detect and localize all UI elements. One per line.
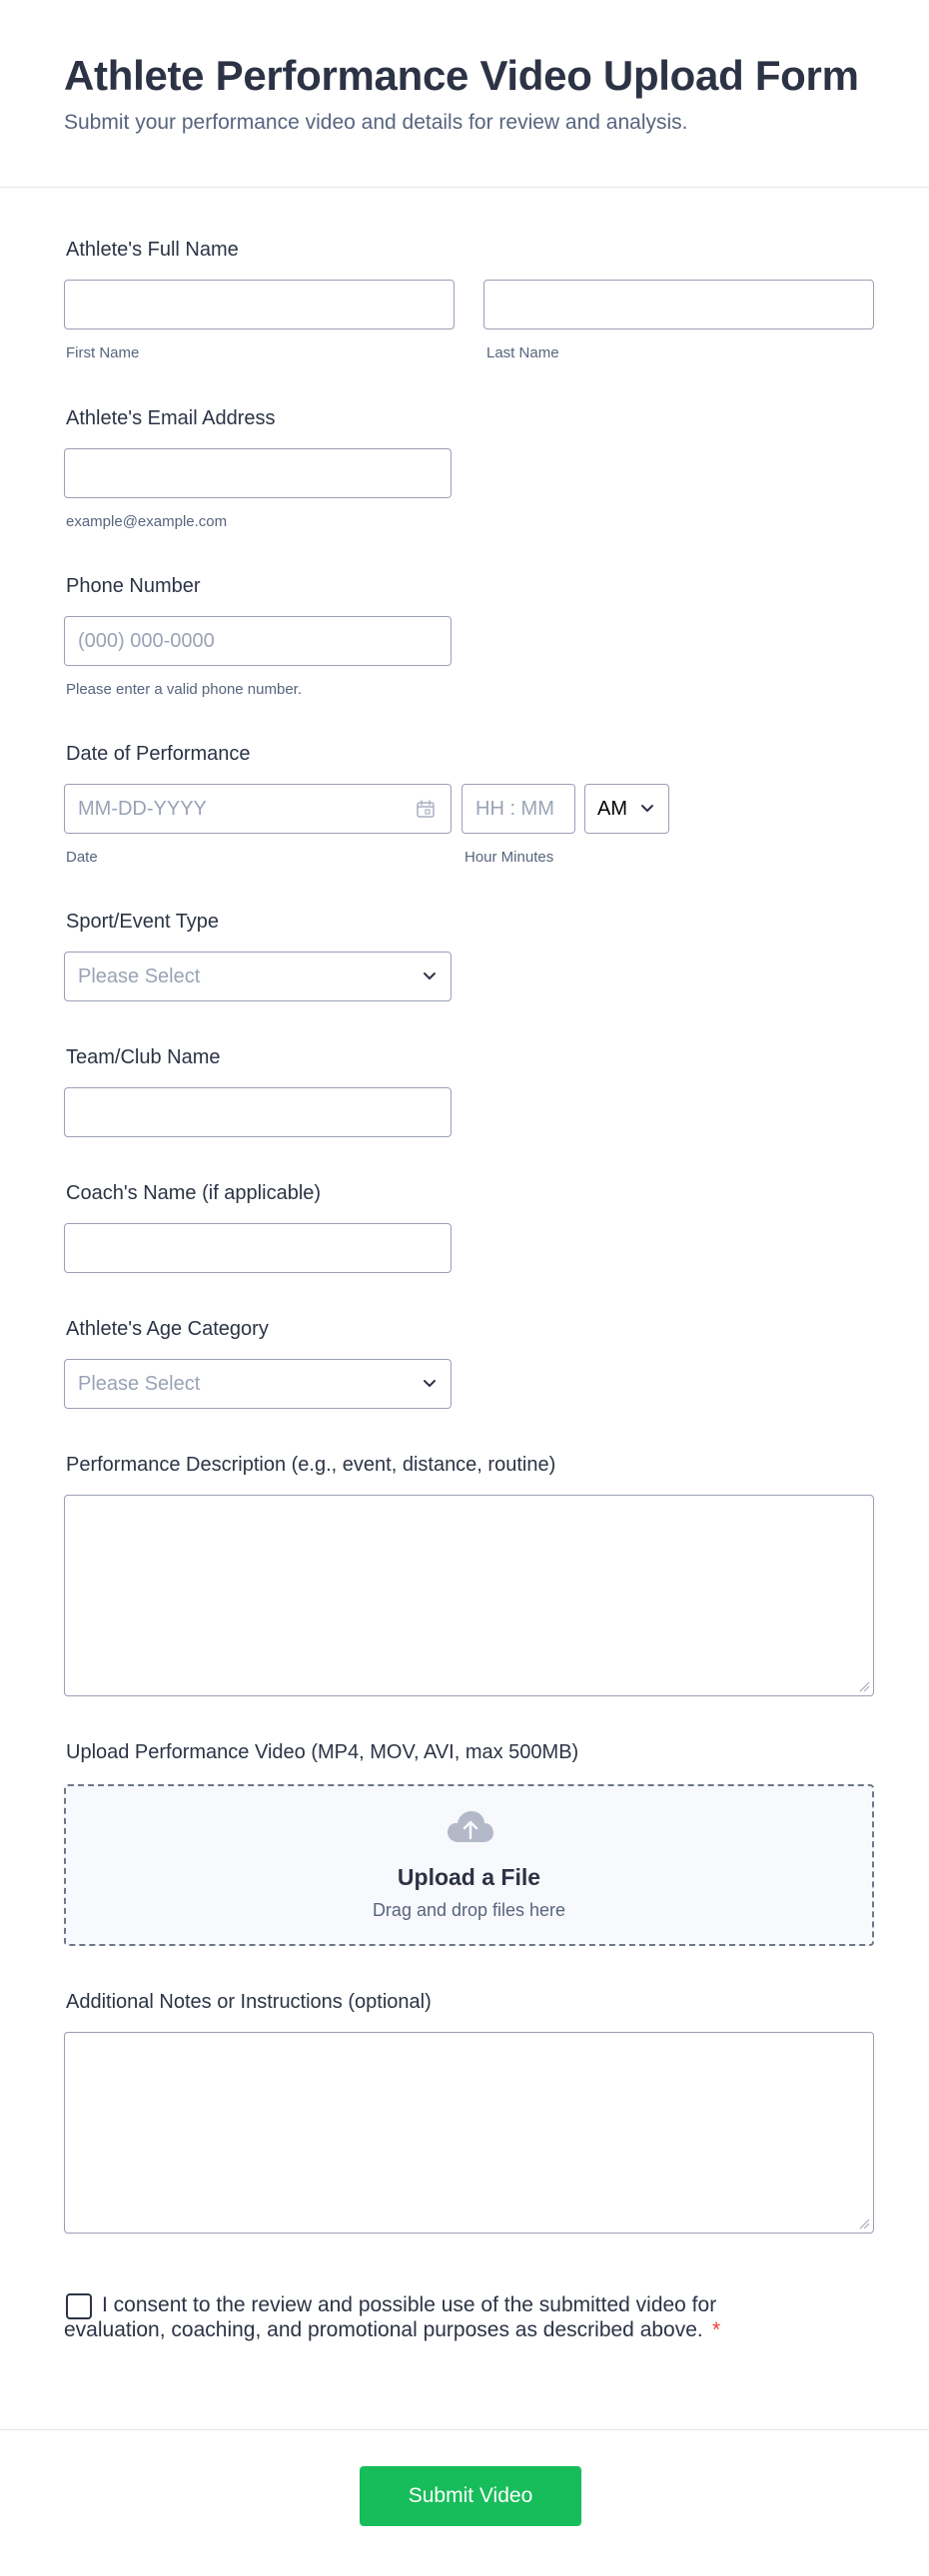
age-label: Athlete's Age Category xyxy=(66,1318,269,1340)
page-subtitle: Submit your performance video and details for review and analysis. xyxy=(64,111,688,134)
email-input[interactable] xyxy=(64,448,452,498)
upload-subtitle: Drag and drop files here xyxy=(372,1900,566,1920)
email-sublabel: example@example.com xyxy=(66,513,228,530)
time-placeholder: HH : MM xyxy=(475,798,554,820)
description-label: Performance Description (e.g., event, distance, routine) xyxy=(66,1454,556,1476)
coach-input[interactable] xyxy=(64,1223,452,1273)
team-label: Team/Club Name xyxy=(66,1046,221,1068)
chevron-down-icon xyxy=(421,1374,439,1392)
sport-label: Sport/Event Type xyxy=(66,911,220,933)
ampm-select[interactable] xyxy=(584,784,669,834)
age-placeholder: Please Select xyxy=(78,1373,201,1395)
time-input[interactable] xyxy=(462,784,575,834)
last-name-sublabel: Last Name xyxy=(486,344,559,361)
first-name-input[interactable] xyxy=(64,280,455,329)
date-input[interactable] xyxy=(64,784,452,834)
ampm-value: AM xyxy=(597,798,627,820)
cloud-upload-icon xyxy=(446,1808,495,1846)
chevron-down-icon xyxy=(638,799,656,817)
full-name-label: Athlete's Full Name xyxy=(66,239,239,261)
calendar-icon[interactable] xyxy=(415,798,437,820)
date-label: Date of Performance xyxy=(66,743,251,765)
age-select[interactable] xyxy=(64,1359,452,1409)
consent-checkbox[interactable] xyxy=(66,2293,92,2319)
date-sublabel: Date xyxy=(66,849,98,866)
page-title: Athlete Performance Video Upload Form xyxy=(64,52,859,99)
phone-placeholder: (000) 000-0000 xyxy=(78,630,215,652)
chevron-down-icon xyxy=(421,966,439,984)
first-name-sublabel: First Name xyxy=(66,344,140,361)
consent-text-line1: I consent to the review and possible use of the submitted video for xyxy=(102,2293,717,2316)
upload-title: Upload a File xyxy=(397,1864,541,1890)
notes-label: Additional Notes or Instructions (optional) xyxy=(66,1991,432,2013)
upload-label: Upload Performance Video (MP4, MOV, AVI, max 500MB) xyxy=(66,1741,579,1763)
phone-input[interactable] xyxy=(64,616,452,666)
team-input[interactable] xyxy=(64,1087,452,1137)
file-dropzone[interactable] xyxy=(64,1784,874,1946)
phone-label: Phone Number xyxy=(66,575,201,597)
sport-select[interactable] xyxy=(64,952,452,1001)
form-header xyxy=(0,0,929,188)
resize-grip-icon[interactable] xyxy=(858,2218,870,2230)
time-sublabel: Hour Minutes xyxy=(464,849,554,866)
required-asterisk: * xyxy=(712,2318,721,2341)
description-textarea[interactable] xyxy=(64,1495,874,1696)
coach-label: Coach's Name (if applicable) xyxy=(66,1182,322,1204)
sport-placeholder: Please Select xyxy=(78,966,201,987)
phone-sublabel: Please enter a valid phone number. xyxy=(66,681,302,698)
date-placeholder: MM-DD-YYYY xyxy=(78,798,207,820)
submit-button[interactable]: Submit Video xyxy=(360,2466,581,2526)
last-name-input[interactable] xyxy=(483,280,874,329)
consent-text-line2: evaluation, coaching, and promotional purposes as described above. xyxy=(64,2318,703,2341)
email-label: Athlete's Email Address xyxy=(66,407,276,429)
footer-divider xyxy=(0,2429,929,2430)
notes-textarea[interactable] xyxy=(64,2032,874,2234)
resize-grip-icon[interactable] xyxy=(858,1680,870,1692)
